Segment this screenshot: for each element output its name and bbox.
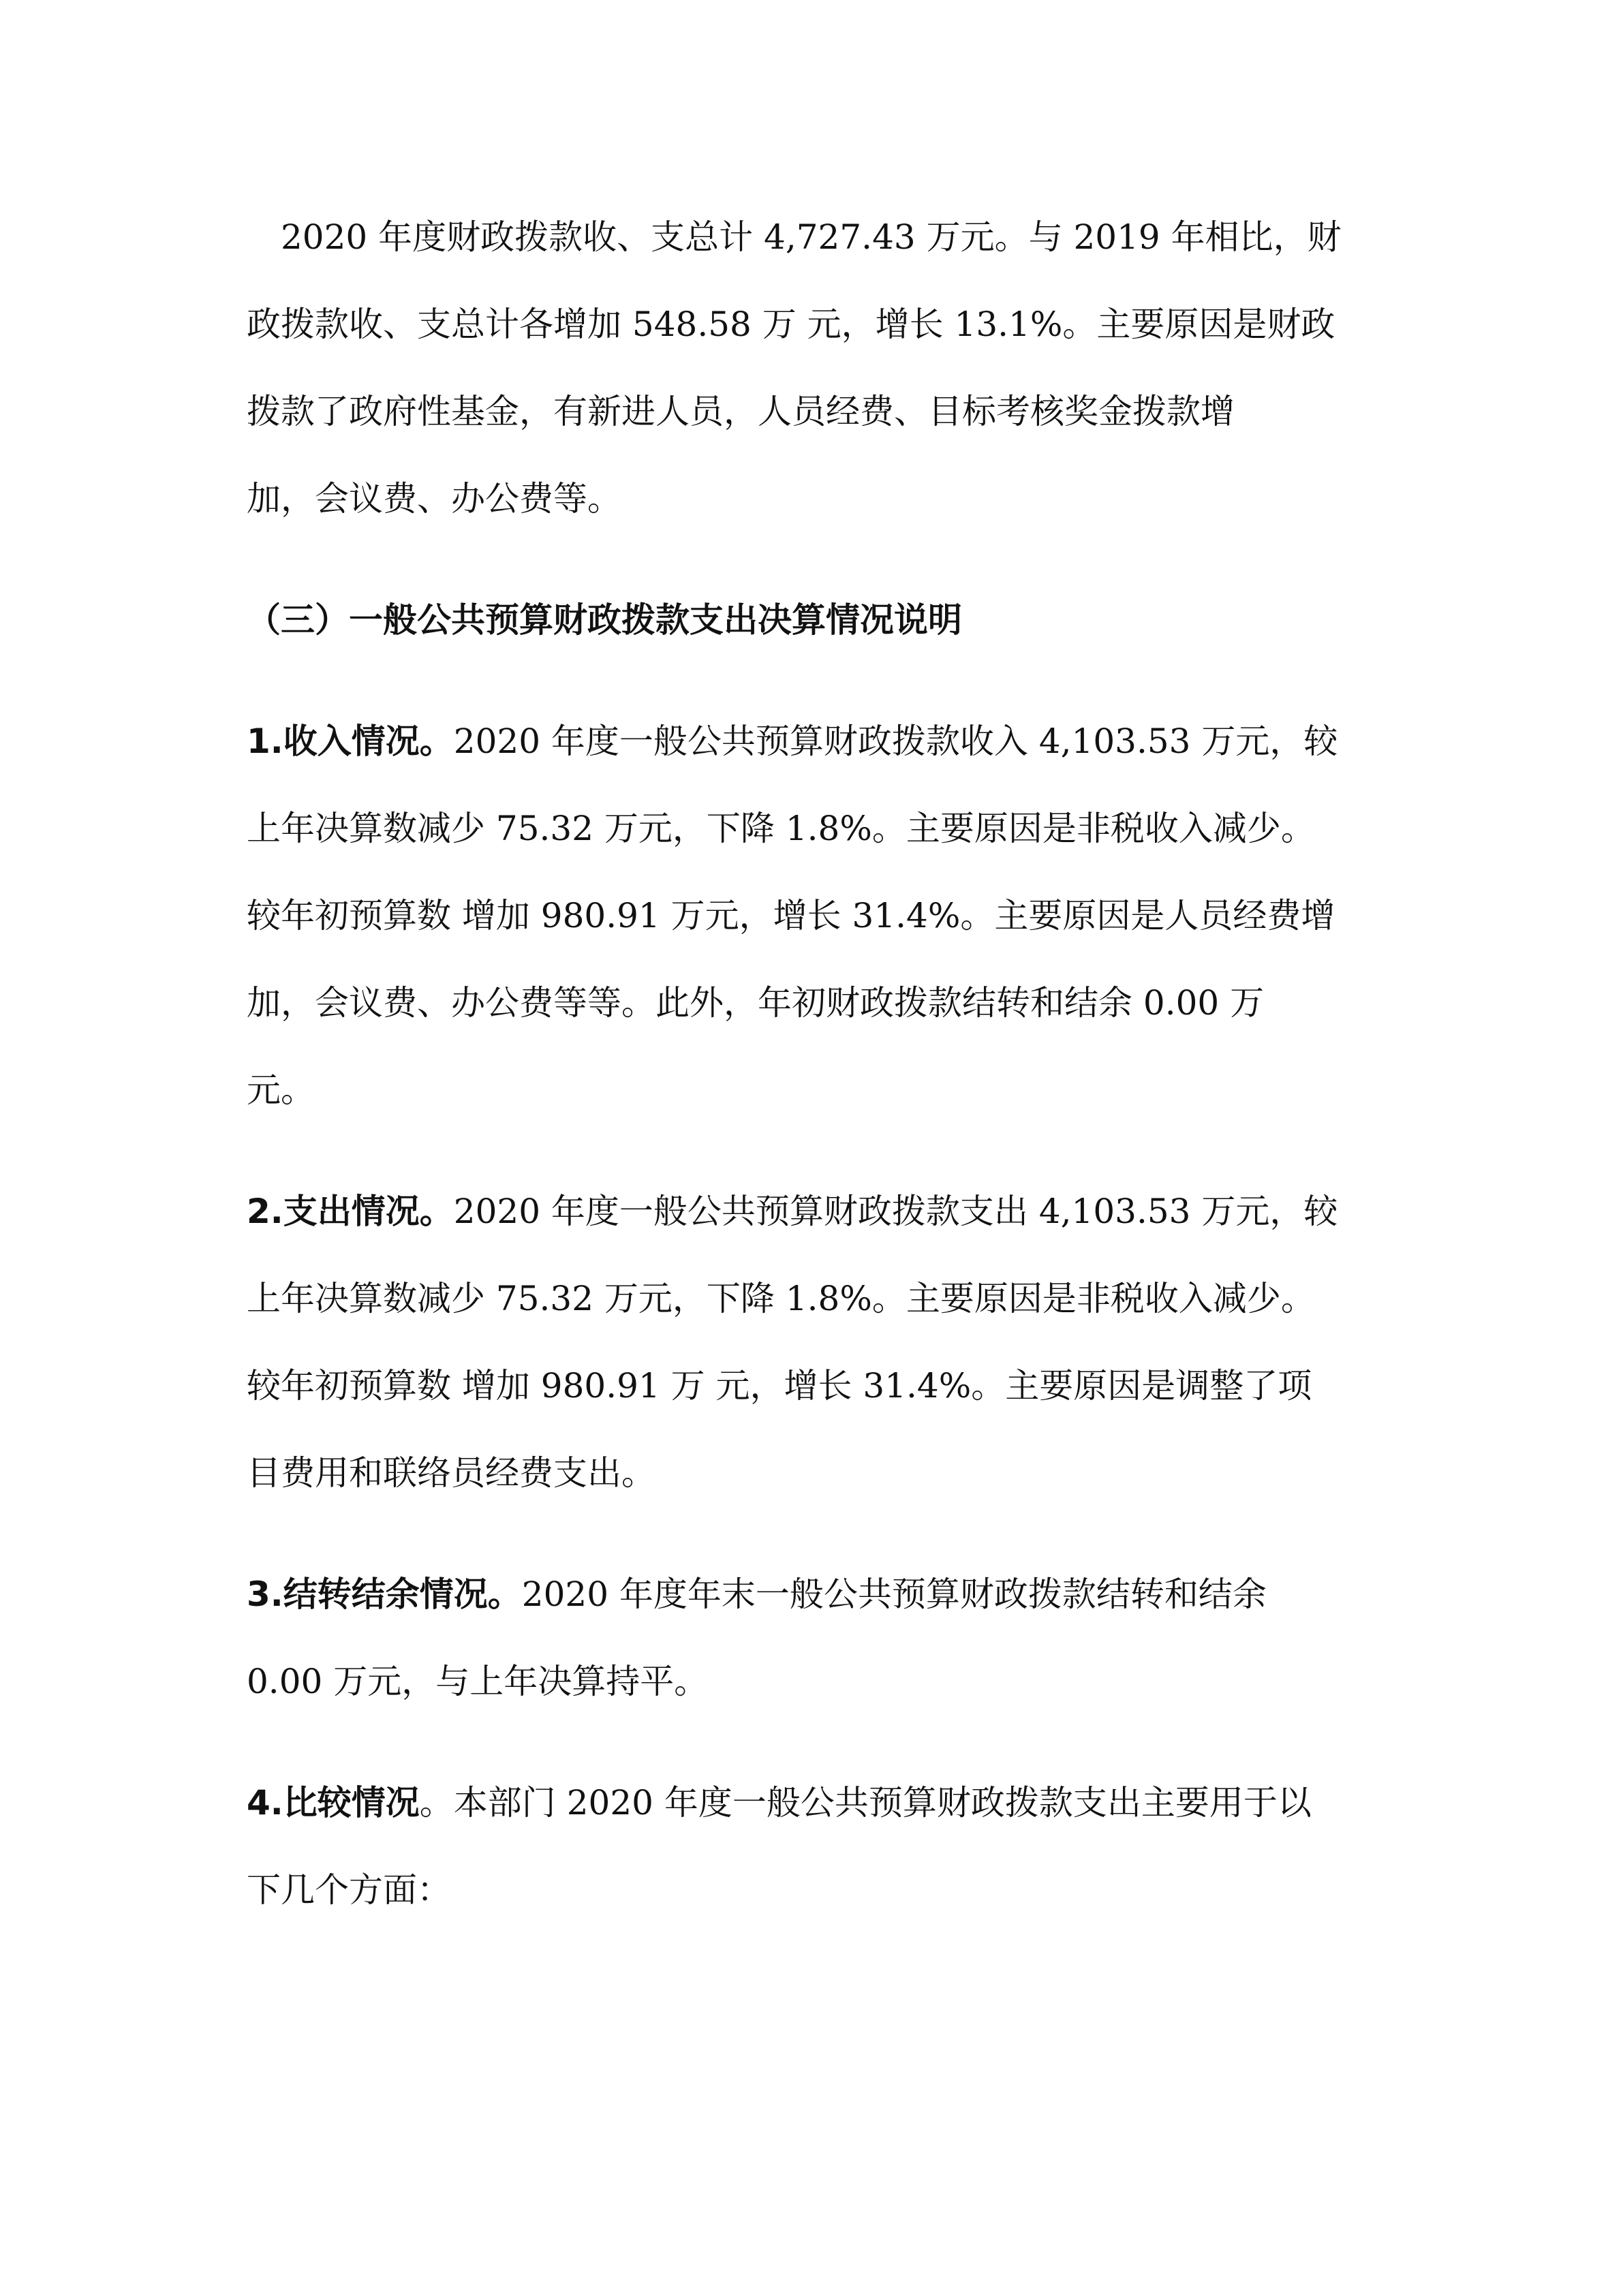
item-1-lead: 1.收入情况。 xyxy=(247,722,454,761)
item-4-line-2: 下几个方面： xyxy=(247,1870,451,1910)
paragraph-1-line-3: 拨款了政府性基金，有新进人员，人员经费、目标考核奖金拨款增 xyxy=(247,392,1235,431)
item-2-line-2: 上年决算数减少 75.32 万元，下降 1.8%。主要原因是非税收入减少。 xyxy=(247,1279,1315,1318)
paragraph-1-line-1: 2020 年度财政拨款收、支总计 4,727.43 万元。与 2019 年相比，财 xyxy=(281,217,1342,257)
item-4-lead: 4.比较情况 xyxy=(247,1783,420,1822)
section-heading: （三）一般公共预算财政拨款支出决算情况说明 xyxy=(247,600,962,640)
item-2-line-4: 目费用和联络员经费支出。 xyxy=(247,1453,655,1493)
item-1-line-1 xyxy=(247,721,1338,762)
item-1-line-4: 加，会议费、办公费等等。此外，年初财政拨款结转和结余 0.00 万 xyxy=(247,983,1265,1023)
item-3-line-1 xyxy=(247,1574,1267,1615)
item-4-first-rest: 。本部门 2020 年度一般公共预算财政拨款支出主要用于以 xyxy=(419,1783,1312,1822)
item-1-line-2: 上年决算数减少 75.32 万元，下降 1.8%。主要原因是非税收入减少。 xyxy=(247,809,1315,848)
item-3-line-2: 0.00 万元，与上年决算持平。 xyxy=(247,1662,709,1701)
item-1-line-3: 较年初预算数 增加 980.91 万元，增长 31.4%。主要原因是人员经费增 xyxy=(247,896,1335,935)
paragraph-1-line-2: 政拨款收、支总计各增加 548.58 万 元，增长 13.1%。主要原因是财政 xyxy=(247,305,1335,344)
item-3-first-rest: 2020 年度年末一般公共预算财政拨款结转和结余 xyxy=(521,1574,1267,1614)
item-1-first-rest: 2020 年度一般公共预算财政拨款收入 4,103.53 万元，较 xyxy=(453,722,1338,761)
item-2-lead: 2.支出情况。 xyxy=(247,1192,454,1231)
item-2-first-rest: 2020 年度一般公共预算财政拨款支出 4,103.53 万元，较 xyxy=(453,1192,1338,1231)
item-2-line-1 xyxy=(247,1191,1338,1232)
item-1-line-5: 元。 xyxy=(247,1070,315,1110)
paragraph-1-line-4: 加，会议费、办公费等。 xyxy=(247,479,621,518)
item-2-line-3: 较年初预算数 增加 980.91 万 元，增长 31.4%。主要原因是调整了项 xyxy=(247,1366,1312,1406)
item-3-lead: 3.结转结余情况。 xyxy=(247,1574,522,1614)
item-4-line-1 xyxy=(247,1782,1312,1823)
